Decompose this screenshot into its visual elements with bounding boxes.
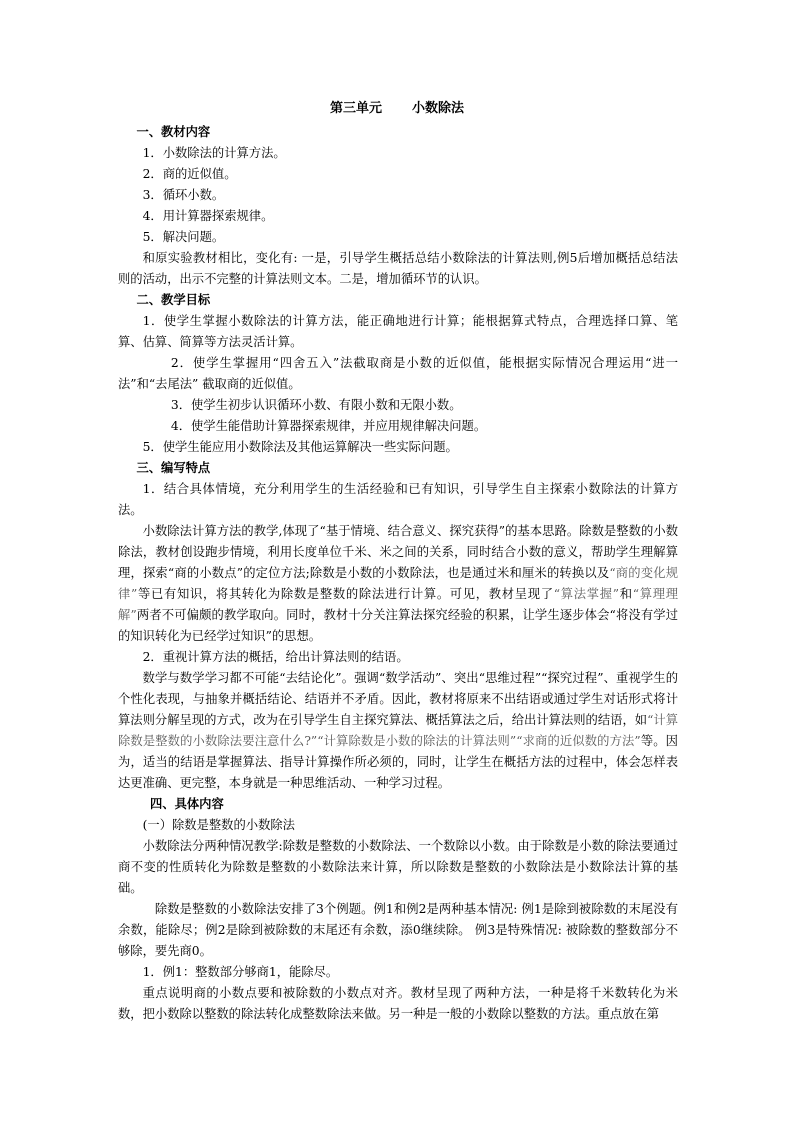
content-item-1: 1．小数除法的计算方法。 — [142, 146, 286, 160]
example-1-heading: 1．例1：整数部分够商1，能除尽。 — [142, 965, 339, 979]
text-run: 数学与数学学习都不可能“去结论化”。强调“数学活动”、突出“思维过程”“探究过程”、重视学生的个性化表现，与抽象并概括结论、结语并不矛盾。因此，教材将原来不出结语或通过学生对话形式将计算法则分解呈现的方式，改为在引导学生自主探究算法、概括算法之后，给出计算法则的结语，如 — [118, 671, 678, 727]
text-run-grey: “计算除数是整数的小数除法要注意什么?”“计算除数是小数的除法的计算法则”“求商的近似数的方法” — [118, 713, 678, 748]
section-heading-1: 一、教材内容 — [136, 125, 211, 139]
text-run: 和 — [619, 587, 633, 601]
text-run: 等已有知识，将其转化为除数是整数的除法进行计算。可见，教材呈现了 — [137, 587, 554, 601]
feature-1: 1．结合具体情境，充分利用学生的生活经验和已有知识，引导学生自主探索小数除法的计算方法。 — [118, 482, 678, 517]
content-item-5: 5．解决问题。 — [142, 230, 225, 244]
text-run: 等。因为，适当的结语是掌握算法、指导计算操作所必须的，同时，让学生在概括方法的过程中，体会怎样表达更准确、更完整，本身就是一种思维活动、一种学习过程。 — [118, 734, 678, 790]
goal-5: 5．使学生能应用小数除法及其他运算解决一些实际问题。 — [142, 440, 458, 454]
title-topic: 小数除法 — [412, 101, 465, 116]
page-title — [0, 101, 794, 117]
text-run: 两者不可偏颇的教学取向。同时，教材十分关注算法探究经验的积累，让学生逐步体会“将没有学过的知识转化为已经学过知识”的思想。 — [118, 608, 678, 643]
goal-1: 1．使学生掌握小数除法的计算方法，能正确地进行计算；能根据算式特点，合理选择口算、笔算、估算、简算等方法灵活计算。 — [118, 314, 678, 349]
text-run: 小数除法计算方法的教学,体现了“基于情境、结合意义、探究获得”的基本思路。除数是整数的小数除法，教材创设跑步情境，利用长度单位千米、米之间的关系，同时结合小数的意义，帮助学生理解算理，探索“商的小数点”的定位方法;除数是小数的小数除法，也是通过米和厘米的转换以及 — [118, 524, 678, 580]
title-unit: 第三单元 — [329, 101, 382, 116]
text-run-grey: “商的变化规律” — [118, 566, 678, 601]
document-body — [118, 122, 678, 1025]
section-heading-3: 三、编写特点 — [136, 461, 211, 475]
feature-2-paragraph — [118, 668, 678, 794]
text-run-grey: “算法掌握” — [553, 587, 620, 601]
comparison-paragraph: 和原实验教材相比，变化有: 一是，引导学生概括总结小数除法的计算法则,例5后增加概括总结法则的活动，出示不完整的计算法则文本。二是，增加循环节的认识。 — [118, 251, 678, 286]
goal-4: 4．使学生能借助计算器探索规律，并应用规律解决问题。 — [170, 419, 487, 433]
content-item-2: 2．商的近似值。 — [142, 167, 237, 181]
content-item-3: 3．循环小数。 — [142, 188, 225, 202]
content-item-4: 4．用计算器探索规律。 — [142, 209, 274, 223]
section-heading-4: 四、具体内容 — [149, 797, 224, 811]
content-paragraph-3: 重点说明商的小数点要和被除数的小数点对齐。教材呈现了两种方法，一种是将千米数转化为米数，把小数除以整数的除法转化成整数除法来做。另一种是一般的小数除以整数的方法。重点放在第 — [118, 986, 678, 1021]
goal-3: 3．使学生初步认识循环小数、有限小数和无限小数。 — [170, 398, 462, 412]
feature-2: 2．重视计算方法的概括，给出计算法则的结语。 — [142, 650, 409, 664]
content-paragraph-2: 除数是整数的小数除法安排了3个例题。例1和例2是两种基本情况: 例1是除到被除数的末尾没有余数，能除尽；例2是除到被除数的末尾还有余数，添0继续除。 例3是特殊情况: 被除数的整数部分不够除，要先商0。 — [118, 902, 678, 958]
goal-2: 2．使学生掌握用“四舍五入”法截取商是小数的近似值，能根据实际情况合理运用“进一法”和“去尾法” 截取商的近似值。 — [118, 356, 678, 391]
content-paragraph-1: 小数除法分两种情况教学:除数是整数的小数除法、一个数除以小数。由于除数是小数的除法要通过商不变的性质转化为除数是整数的小数除法来计算，所以除数是整数的小数除法是小数除法计算的基础。 — [118, 839, 678, 895]
section-heading-2: 二、教学目标 — [136, 293, 211, 307]
text-run-grey: “算理理解” — [118, 587, 678, 622]
subsection-heading: (一）除数是整数的小数除法 — [142, 818, 295, 832]
feature-1-paragraph — [118, 521, 678, 647]
